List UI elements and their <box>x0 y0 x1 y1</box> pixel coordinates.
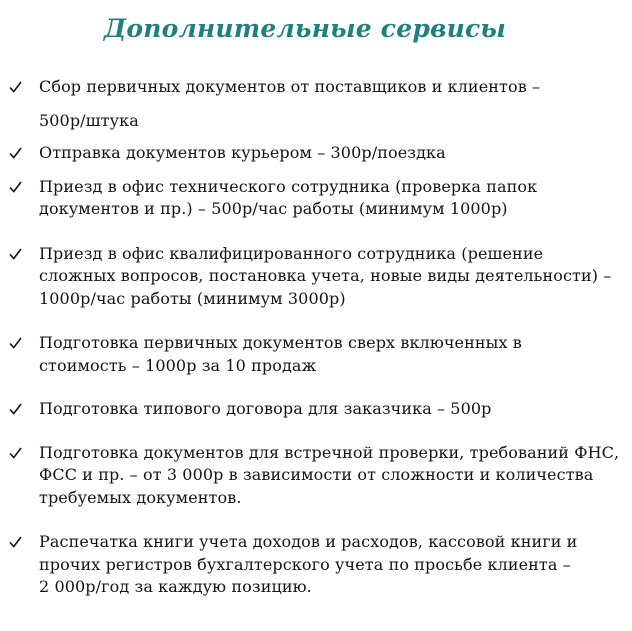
list-item-text: прочих регистров бухгалтерского учета по просьбе клиента – <box>39 554 571 574</box>
list-item-text: Подготовка первичных документов сверх включенных в <box>39 333 522 352</box>
list-item-text: сложных вопросов, постановка учета, новые виды деятельности) – <box>39 266 612 285</box>
list-item-text: Отправка документов курьером – 300р/поездка <box>39 143 446 162</box>
list-item-text: Подготовка документов для встречной проверки, требований ФНС, <box>39 442 620 462</box>
check-icon <box>9 398 23 420</box>
list-item <box>0 332 632 377</box>
list-item-text: стоимость – 1000р за 10 продаж <box>39 355 317 375</box>
list-item-text: Подготовка типового договора для заказчика – 500р <box>39 399 492 418</box>
check-icon <box>9 142 23 164</box>
check-icon <box>9 176 23 198</box>
list-item-text: Сбор первичных документов от поставщиков и клиентов – <box>39 77 541 96</box>
services-list <box>0 76 632 599</box>
list-item-text: ФСС и пр. – от 3 000р в зависимости от сложности и количества <box>39 465 594 484</box>
list-item-text: требуемых документов. <box>39 487 242 507</box>
check-icon <box>9 243 23 265</box>
list-item <box>0 442 632 510</box>
list-item <box>0 243 632 311</box>
list-item <box>0 398 632 421</box>
page-title: Дополнительные сервисы <box>103 14 507 43</box>
check-icon <box>9 442 23 464</box>
list-item-text: 1000р/час работы (минимум 3000р) <box>39 288 346 308</box>
list-item <box>0 531 632 599</box>
list-item-text: Приезд в офис технического сотрудника (проверка папок <box>39 176 538 196</box>
check-icon <box>9 76 23 98</box>
list-item <box>0 142 632 165</box>
list-item <box>0 76 632 132</box>
check-icon <box>9 332 23 354</box>
list-item-text: 2 000р/год за каждую позицию. <box>39 577 312 596</box>
list-item-text: Приезд в офис квалифицированного сотрудника (решение <box>39 243 544 263</box>
list-item-text: 500р/штука <box>39 110 139 130</box>
list-item-text: документов и пр.) – 500р/час работы (минимум 1000р) <box>39 199 508 218</box>
list-item <box>0 176 632 221</box>
list-item-text: Распечатка книги учета доходов и расходов, кассовой книги и <box>39 532 578 551</box>
check-icon <box>9 531 23 553</box>
